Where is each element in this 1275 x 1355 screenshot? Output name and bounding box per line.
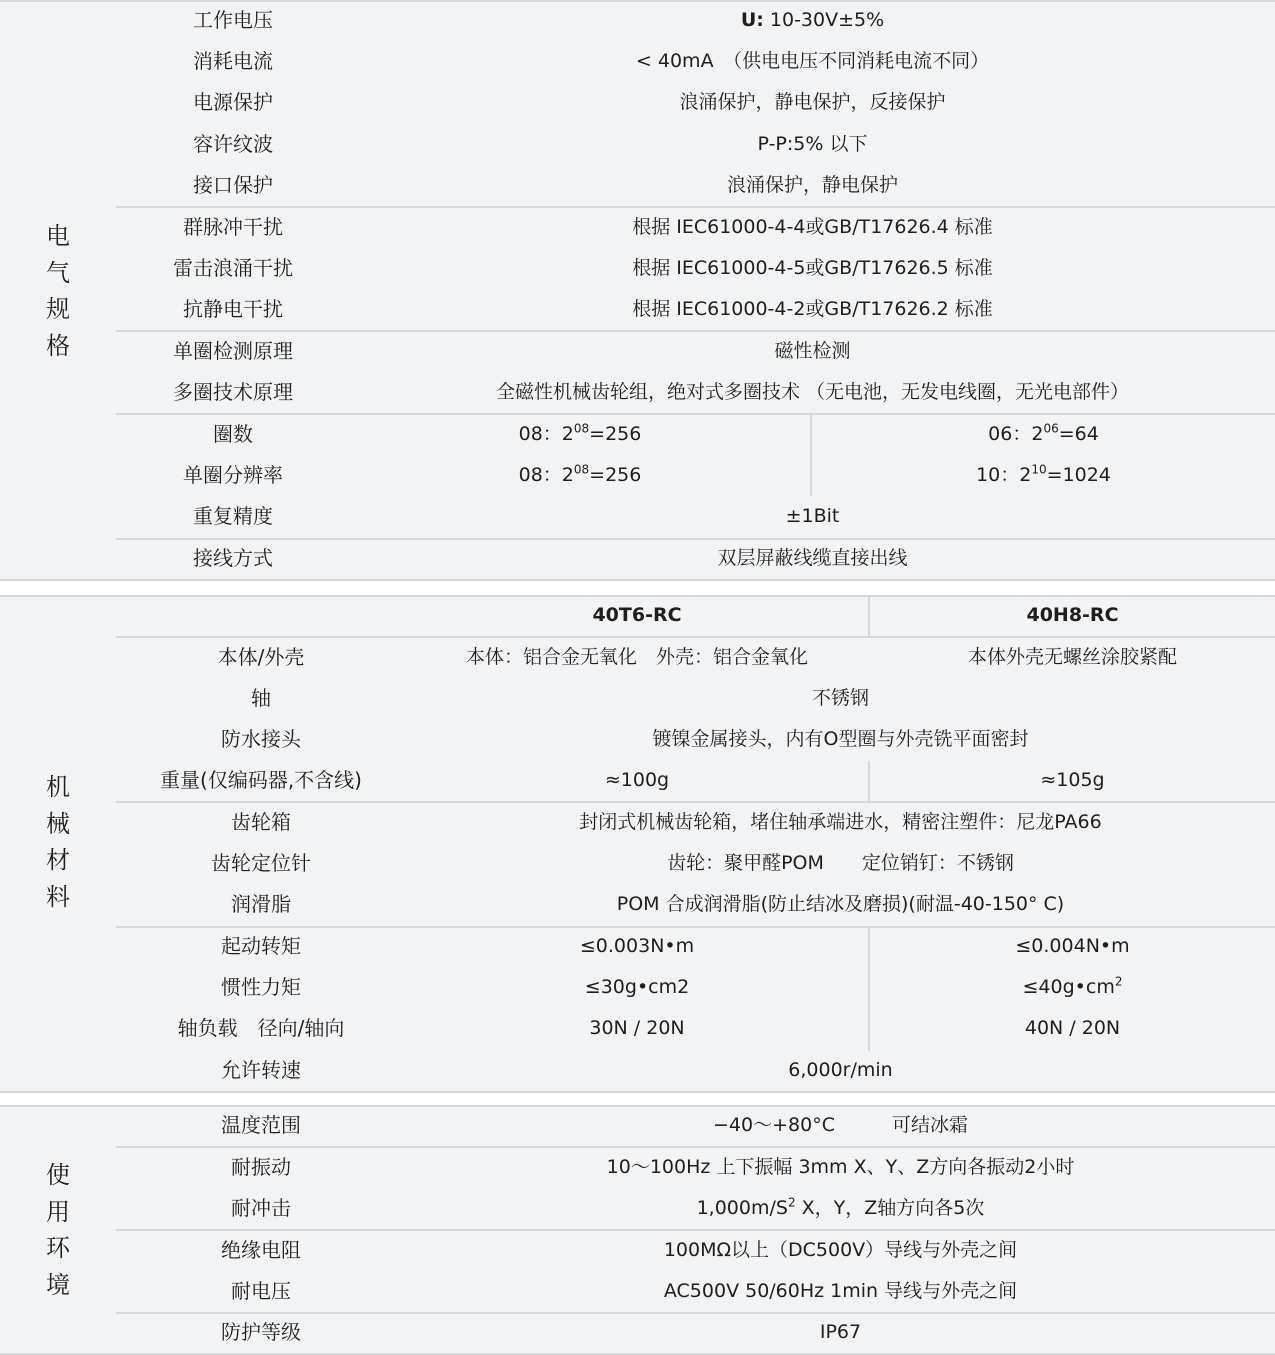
row-vibration bbox=[116, 1147, 1275, 1188]
category-char: 电 bbox=[46, 222, 70, 250]
row-insulation bbox=[116, 1230, 1275, 1271]
category-char: 料 bbox=[46, 882, 70, 911]
row-label: 齿轮箱 bbox=[231, 810, 291, 834]
category-char: 械 bbox=[46, 809, 70, 838]
turns-left-result: =256 bbox=[589, 423, 642, 445]
row-value: 10～100Hz 上下振幅 3mm X、Y、Z方向各振动2小时 bbox=[606, 1156, 1075, 1178]
row-multi-turn bbox=[116, 372, 1275, 413]
model-40h8: 40H8-RC bbox=[1026, 604, 1119, 626]
row-label: 重量(仅编码器,不含线) bbox=[160, 768, 362, 792]
resolution-right-base: 10：2 bbox=[976, 464, 1032, 486]
model-40t6: 40T6-RC bbox=[592, 604, 682, 626]
body-40t6: 本体：铝合金无氧化 外壳：铝合金氧化 bbox=[465, 646, 808, 668]
row-value: 浪涌保护，静电保护 bbox=[726, 174, 898, 196]
resolution-left-exp: 08 bbox=[573, 462, 590, 477]
row-label: 允许转速 bbox=[221, 1058, 301, 1082]
row-power-protection bbox=[116, 82, 1275, 123]
row-body bbox=[116, 637, 1275, 678]
row-esd bbox=[116, 289, 1275, 330]
category-char: 境 bbox=[46, 1270, 70, 1299]
row-gear-pin bbox=[116, 843, 1275, 884]
inertia-40h8 bbox=[870, 967, 1275, 1008]
turns-right-base: 06：2 bbox=[988, 423, 1044, 445]
category-char: 气 bbox=[46, 258, 70, 287]
row-resolution bbox=[116, 455, 1275, 496]
shock-value: 1,000m/S bbox=[696, 1197, 788, 1219]
row-grease bbox=[116, 884, 1275, 925]
row-label: 齿轮定位针 bbox=[211, 851, 311, 875]
weight-40t6: ≈100g bbox=[604, 769, 670, 791]
turns-left-base: 08：2 bbox=[518, 423, 574, 445]
row-value: ±1Bit bbox=[785, 505, 840, 527]
resolution-right bbox=[812, 455, 1275, 496]
turns-right bbox=[812, 414, 1275, 455]
resolution-left-result: =256 bbox=[589, 464, 642, 486]
row-voltage bbox=[116, 0, 1275, 41]
row-label: 轴 bbox=[251, 686, 271, 710]
category-char: 机 bbox=[46, 773, 70, 801]
row-value: 根据 IEC61000-4-2或GB/T17626.2 标准 bbox=[632, 298, 993, 320]
category-char: 使 bbox=[46, 1161, 70, 1189]
row-value: 不锈钢 bbox=[811, 687, 869, 709]
row-label: 惯性力矩 bbox=[221, 975, 301, 999]
row-current bbox=[116, 41, 1275, 82]
row-label: 单圈检测原理 bbox=[173, 339, 293, 363]
turns-right-exp: 06 bbox=[1043, 421, 1059, 436]
category-electrical bbox=[38, 218, 78, 364]
row-ripple bbox=[116, 124, 1275, 165]
row-protection bbox=[116, 1312, 1275, 1353]
shock-exp: 2 bbox=[787, 1195, 796, 1210]
row-value: AC500V 50/60Hz 1min 导线与外壳之间 bbox=[663, 1280, 1018, 1302]
row-single-turn bbox=[116, 331, 1275, 372]
resolution-left bbox=[350, 455, 810, 496]
section-gap bbox=[0, 581, 1275, 595]
inertia-40h8-exp: 2 bbox=[1114, 974, 1123, 989]
inertia-40t6: ≤30g•cm2 bbox=[584, 976, 690, 998]
torque-40t6: ≤0.003N•m bbox=[579, 935, 695, 957]
row-value: < 40mA （供电电压不同消耗电流不同） bbox=[635, 50, 990, 72]
row-gearbox bbox=[116, 802, 1275, 843]
row-label: 重复精度 bbox=[193, 504, 273, 528]
inertia-40h8-value: ≤40g•cm bbox=[1022, 976, 1115, 998]
category-char: 用 bbox=[46, 1197, 70, 1226]
row-label: 温度范围 bbox=[221, 1113, 301, 1137]
turns-left-exp: 08 bbox=[573, 421, 590, 436]
row-label: 接口保护 bbox=[193, 173, 273, 197]
row-value bbox=[350, 0, 1275, 41]
category-char: 规 bbox=[46, 295, 70, 323]
row-turns bbox=[116, 414, 1275, 455]
section-gap bbox=[0, 1093, 1275, 1105]
row-label: 轴负载 径向/轴向 bbox=[177, 1016, 345, 1040]
row-model-header bbox=[116, 595, 1275, 636]
shaft-load-40t6: 30N / 20N bbox=[589, 1017, 685, 1039]
voltage-value: 10-30V±5% bbox=[763, 9, 885, 31]
row-label: 耐振动 bbox=[231, 1155, 291, 1179]
row-value: 磁性检测 bbox=[774, 340, 851, 362]
category-char: 环 bbox=[46, 1234, 70, 1262]
row-label: 耐冲击 bbox=[231, 1196, 291, 1220]
row-wiring bbox=[116, 538, 1275, 579]
row-value: 双层屏蔽线缆直接出线 bbox=[717, 547, 908, 569]
row-label: 起动转矩 bbox=[221, 934, 301, 958]
row-value: 齿轮：聚甲醛POM 定位销钉：不锈钢 bbox=[667, 852, 1014, 874]
row-value: 全磁性机械齿轮组，绝对式多圈技术 （无电池，无发电线圈，无光电部件） bbox=[495, 381, 1130, 403]
row-shaft bbox=[116, 678, 1275, 719]
row-withstand bbox=[116, 1271, 1275, 1312]
row-inertia bbox=[116, 967, 1275, 1008]
row-label: 雷击浪涌干扰 bbox=[173, 256, 293, 280]
row-value: 浪涌保护，静电保护，反接保护 bbox=[679, 91, 946, 113]
category-char: 格 bbox=[46, 331, 70, 360]
shaft-load-40h8: 40N / 20N bbox=[1024, 1017, 1121, 1039]
row-value: −40～+80°C 可结冰霜 bbox=[713, 1114, 968, 1136]
row-burst bbox=[116, 207, 1275, 248]
category-char: 材 bbox=[46, 846, 70, 874]
row-surge bbox=[116, 248, 1275, 289]
row-label: 接线方式 bbox=[193, 546, 273, 570]
row-label: 消耗电流 bbox=[193, 49, 273, 73]
row-label: 防水接头 bbox=[221, 727, 301, 751]
row-value: 镀镍金属接头，内有O型圈与外壳铣平面密封 bbox=[652, 728, 1029, 750]
row-shaft-load bbox=[116, 1008, 1275, 1049]
row-value: IP67 bbox=[819, 1321, 862, 1343]
row-repeatability bbox=[116, 496, 1275, 537]
row-shock bbox=[116, 1188, 1275, 1229]
row-label: 容许纹波 bbox=[193, 132, 273, 156]
shock-axes: X，Y，Z轴方向各5次 bbox=[795, 1197, 985, 1219]
row-connector bbox=[116, 719, 1275, 760]
row-label: 抗静电干扰 bbox=[183, 297, 283, 321]
row-value: 6,000r/min bbox=[788, 1059, 893, 1081]
voltage-prefix: U: bbox=[740, 9, 764, 31]
row-label: 工作电压 bbox=[193, 8, 273, 32]
body-40h8: 本体外壳无螺丝涂胶紧配 bbox=[967, 646, 1177, 668]
category-environment bbox=[38, 1157, 78, 1303]
row-label: 绝缘电阻 bbox=[221, 1238, 301, 1262]
row-interface-protection bbox=[116, 165, 1275, 206]
resolution-right-exp: 10 bbox=[1031, 462, 1047, 477]
row-weight bbox=[116, 760, 1275, 801]
resolution-right-result: =1024 bbox=[1046, 464, 1111, 486]
row-temperature bbox=[116, 1105, 1275, 1146]
row-torque bbox=[116, 926, 1275, 967]
row-value: 100MΩ以上（DC500V）导线与外壳之间 bbox=[663, 1239, 1018, 1261]
row-label: 多圈技术原理 bbox=[173, 380, 293, 404]
row-value: 根据 IEC61000-4-5或GB/T17626.5 标准 bbox=[632, 257, 993, 279]
row-label: 圈数 bbox=[213, 422, 253, 446]
row-label: 润滑脂 bbox=[231, 892, 291, 916]
row-value: P-P:5% 以下 bbox=[757, 133, 868, 155]
row-label: 耐电压 bbox=[231, 1279, 291, 1303]
row-label: 群脉冲干扰 bbox=[183, 215, 283, 239]
turns-right-result: =64 bbox=[1058, 423, 1099, 445]
row-speed bbox=[116, 1050, 1275, 1091]
torque-40h8: ≤0.004N•m bbox=[1015, 935, 1130, 957]
row-value: POM 合成润滑脂(防止结冰及磨损)(耐温-40-150° C) bbox=[616, 893, 1065, 915]
row-label: 电源保护 bbox=[193, 90, 273, 114]
row-label: 防护等级 bbox=[221, 1320, 301, 1344]
row-label: 本体/外壳 bbox=[217, 645, 305, 669]
row-label: 单圈分辨率 bbox=[183, 463, 283, 487]
row-value bbox=[406, 1188, 1275, 1229]
category-mechanical bbox=[38, 769, 78, 915]
resolution-left-base: 08：2 bbox=[518, 464, 574, 486]
weight-40h8: ≈105g bbox=[1040, 769, 1105, 791]
row-value: 根据 IEC61000-4-4或GB/T17626.4 标准 bbox=[632, 216, 993, 238]
row-value: 封闭式机械齿轮箱，堵住轴承端进水，精密注塑件：尼龙PA66 bbox=[579, 811, 1102, 833]
turns-left bbox=[350, 414, 810, 455]
